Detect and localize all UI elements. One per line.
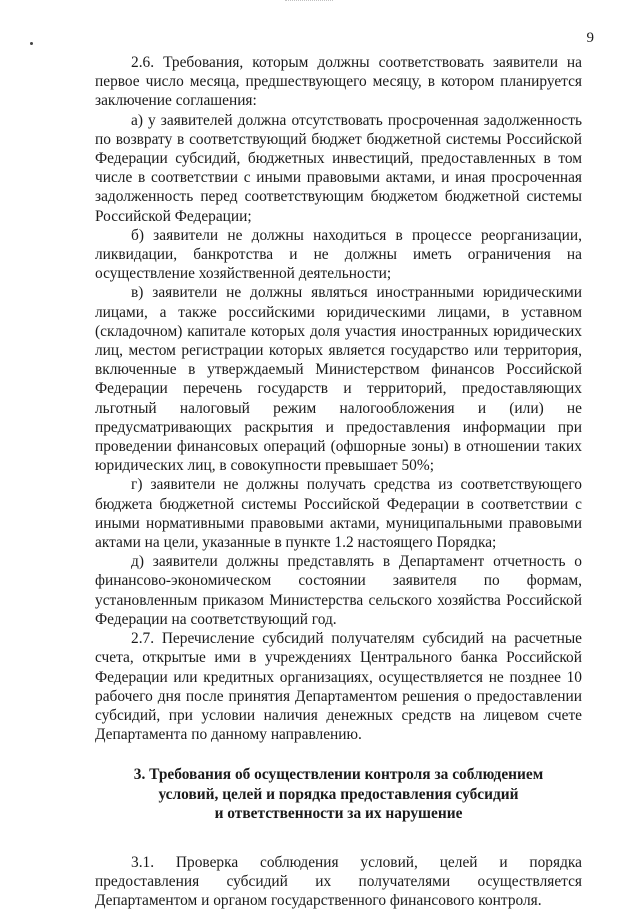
paragraph-2-7: 2.7. Перечисление субсидий получателям субсидий на расчетные счета, открытые ими в учреждениях Центрального банка Российской Федерации или кредитных организациях, осуществляется не позднее 10 рабочего дня после принятия Департаментом решения о предоставлении субсидий, при условии наличия денежных средств на лицевом счете Департамента по данному направлению. bbox=[95, 630, 582, 744]
page-number: 9 bbox=[586, 30, 594, 46]
item-d: д) заявители должны представлять в Департамент отчетность о финансово-экономическом состоянии заявителя по формам, установленным приказом Министерства сельского хозяйства Российской Федерации на соответствующий год. bbox=[95, 553, 582, 628]
paragraph-2-6: 2.6. Требования, которым должны соответствовать заявители на первое число месяца, предшествующего месяцу, в котором планируется заключение соглашения: bbox=[95, 54, 582, 110]
scan-artifact bbox=[285, 0, 333, 5]
item-a: а) у заявителей должна отсутствовать просроченная задолженность по возврату в соответствующий бюджет бюджетной системы Российской Федерации субсидий, бюджетных инвестиций, предоставленных в том числе в соответствии с иными правовыми актами, и иная просроченная задолженность перед соответствующим бюджетом бюджетной системы Российской Федерации; bbox=[95, 111, 582, 225]
item-b: б) заявители не должны находиться в процессе реорганизации, ликвидации, банкротства и не должны иметь ограничения на осуществление хозяйственной деятельности; bbox=[95, 226, 582, 283]
section-3-heading-line-2: условий, целей и порядка предоставления субсидий bbox=[158, 785, 519, 803]
scan-speck bbox=[30, 42, 33, 45]
section-3-heading bbox=[95, 765, 582, 823]
document-body bbox=[95, 53, 582, 911]
section-3-heading-line-1: 3. Требования об осуществлении контроля за соблюдением bbox=[133, 766, 544, 784]
item-v: в) заявители не должны являться иностранными юридическими лицами, а также российскими юридическими лицами, в уставном (складочном) капитале которых доля участия иностранных юридических лиц, местом регистрации которых является государство или территория, включенные в утверждаемый Министерством финансов Российской Федерации перечень государств и территорий, предоставляющих льготный налоговый режим налогообложения и (или) не предусматривающих раскрытия и предоставления информации при проведении финансовых операций (офшорные зоны) в отношении таких юридических лиц, в совокупности превышает 50%; bbox=[95, 284, 582, 475]
paragraph-3-1: 3.1. Проверка соблюдения условий, целей и порядка предоставления субсидий их получателями осуществляется Департаментом и органом государственного финансового контроля. bbox=[95, 853, 582, 910]
item-g: г) заявители не должны получать средства из соответствующего бюджета бюджетной системы Российской Федерации в соответствии с иными нормативными правовыми актами, муниципальными правовыми актами на цели, указанные в пункте 1.2 настоящего Порядка; bbox=[95, 476, 582, 552]
section-3-heading-line-3: и ответственности за их нарушение bbox=[214, 804, 463, 822]
